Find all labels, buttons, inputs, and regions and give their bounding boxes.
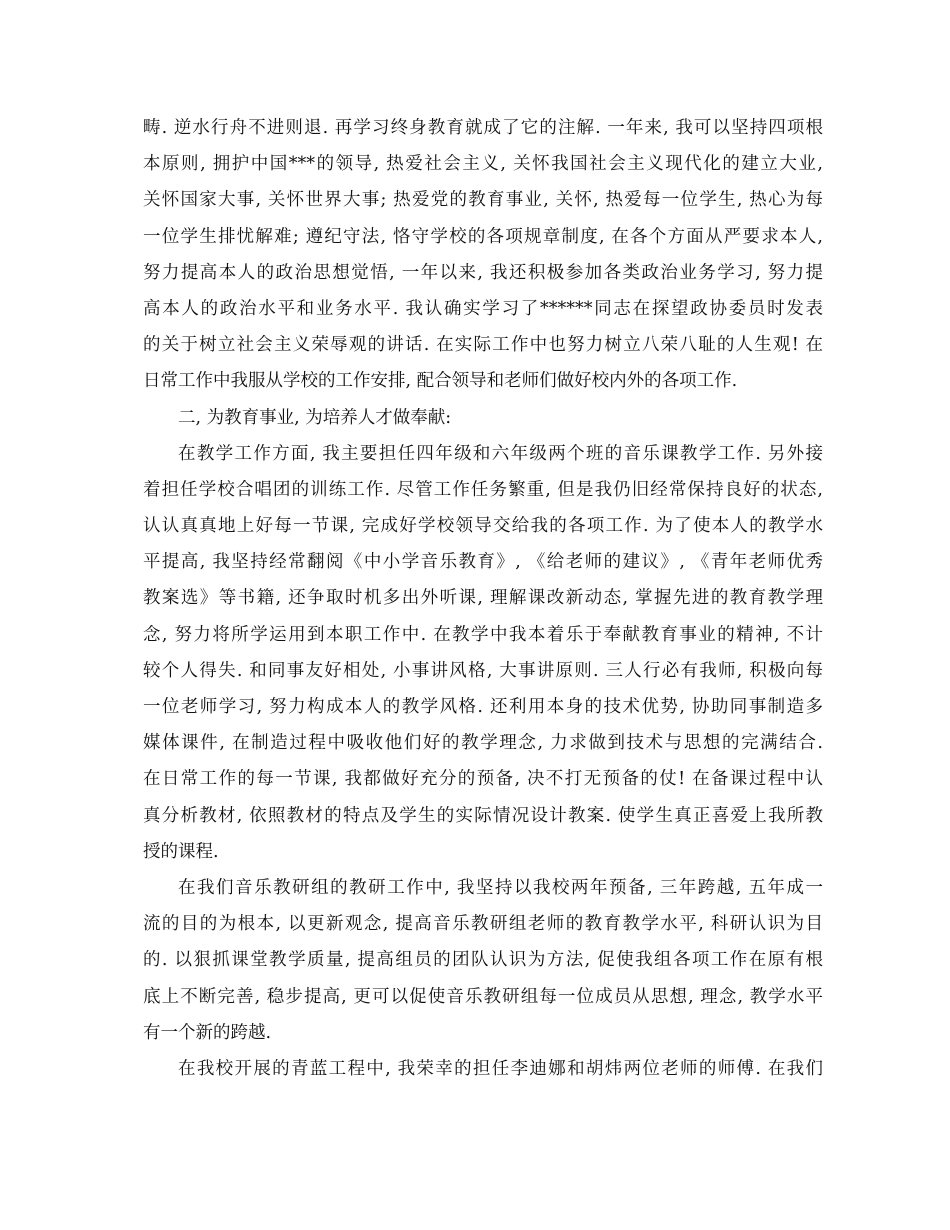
text-line: 在教学工作方面, 我主要担任四年级和六年级两个班的音乐课教学工作. 另外接 xyxy=(178,443,823,464)
text-line: 在我们音乐教研组的教研工作中, 我坚持以我校两年预备, 三年跨越, 五年成一 xyxy=(178,877,823,898)
text-line: 二, 为教育事业, 为培养人才做奉献: xyxy=(178,407,452,428)
text-line: 真分析教材, 依照教材的特点及学生的实际情况设计教案. 使学生真正喜爱上我所教 xyxy=(143,805,823,826)
text-line: 有一个新的跨越. xyxy=(143,1022,272,1043)
text-line: 的. 以狠抓课堂教学质量, 提高组员的团队认识为方法, 促使我组各项工作在原有根 xyxy=(143,950,823,971)
text-line: 畴. 逆水行舟不进则退. 再学习终身教育就成了它的注解. 一年来, 我可以坚持四项根 xyxy=(143,118,823,138)
paragraph xyxy=(143,436,823,870)
text-line: 本原则, 拥护中国***的领导, 热爱社会主义, 关怀我国社会主义现代化的建立大业, xyxy=(143,154,823,175)
text-line: 平提高, 我坚持经常翻阅《中小学音乐教育》, 《给老师的建议》, 《青年老师优秀 xyxy=(143,552,823,573)
text-line: 一位学生排忧解难; 遵纪守法, 恪守学校的各项规章制度, 在各个方面从严要求本人, xyxy=(143,226,823,247)
text-line: 流的目的为根本, 以更新观念, 提高音乐教研组老师的教育教学水平, 科研认识为目 xyxy=(143,914,823,935)
paragraph xyxy=(143,1051,823,1087)
text-line: 着担任学校合唱团的训练工作. 尽管工作任务繁重, 但是我仍旧经常保持良好的状态, xyxy=(143,479,823,500)
text-line: 媒体课件, 在制造过程中吸收他们好的教学理念, 力求做到技术与思想的完满结合. xyxy=(143,733,823,754)
document-body xyxy=(143,110,823,1087)
paragraph xyxy=(143,870,823,1051)
text-line: 念, 努力将所学运用到本职工作中. 在教学中我本着乐于奉献教育事业的精神, 不计 xyxy=(143,624,823,645)
text-line: 在我校开展的青蓝工程中, 我荣幸的担任李迪娜和胡炜两位老师的师傅. 在我们 xyxy=(178,1058,823,1079)
text-line: 底上不断完善, 稳步提高, 更可以促使音乐教研组每一位成员从思想, 理念, 教学水平 xyxy=(143,986,823,1007)
text-line: 在日常工作的每一节课, 我都做好充分的预备, 决不打无预备的仗! 在备课过程中认 xyxy=(143,769,823,790)
text-line: 的关于树立社会主义荣辱观的讲话. 在实际工作中也努力树立八荣八耻的人生观! 在 xyxy=(143,335,823,356)
text-line: 授的课程. xyxy=(143,841,219,862)
text-line: 一位老师学习, 努力构成本人的教学风格. 还利用本身的技术优势, 协助同事制造多 xyxy=(143,697,823,717)
text-line: 认认真真地上好每一节课, 完成好学校领导交给我的各项工作. 为了使本人的教学水 xyxy=(143,516,823,537)
text-line: 教案选》等书籍, 还争取时机多出外听课, 理解课改新动态, 掌握先进的教育教学理 xyxy=(143,588,823,609)
paragraph xyxy=(143,110,823,400)
text-line: 高本人的政治水平和业务水平. 我认确实学习了******同志在探望政协委员时发表 xyxy=(143,298,823,319)
text-line: 日常工作中我服从学校的工作安排, 配合领导和老师们做好校内外的各项工作. xyxy=(143,371,738,392)
text-line: 关怀国家大事, 关怀世界大事; 热爱党的教育事业, 关怀, 热爱每一位学生, 热心为每 xyxy=(143,190,823,211)
text-line: 较个人得失. 和同事友好相处, 小事讲风格, 大事讲原则. 三人行必有我师, 积极向每 xyxy=(143,660,823,681)
text-line: 努力提高本人的政治思想觉悟, 一年以来, 我还积极参加各类政治业务学习, 努力提 xyxy=(143,262,823,283)
section-heading xyxy=(143,400,823,436)
